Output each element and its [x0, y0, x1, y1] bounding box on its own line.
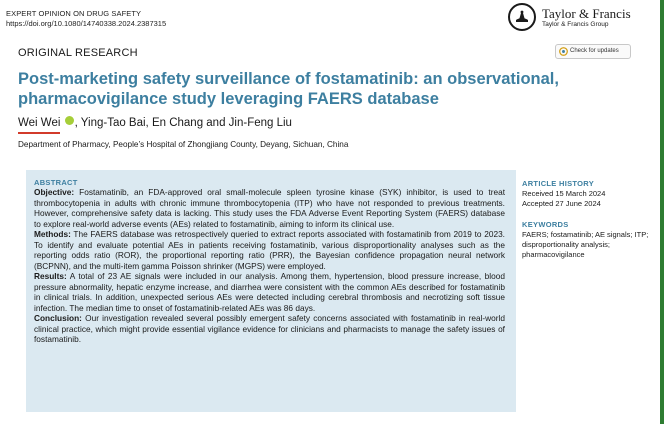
author-first[interactable]: Wei Wei	[18, 117, 61, 129]
article-title	[18, 69, 638, 109]
doi-link[interactable]: https://doi.org/10.1080/14740338.2024.2387315	[6, 19, 167, 28]
check-updates-label: Check for updates	[570, 48, 619, 54]
check-updates-button[interactable]	[555, 44, 631, 59]
publisher-logo-icon	[508, 3, 536, 31]
title-line-1: Post-marketing safety surveillance of fostamatinib: an observational,	[18, 70, 559, 88]
results-text: A total of 23 AE signals were included in our analysis. Among them, hypertension, blood pressure increase, blood pressure abnormality, hepatic enzyme increase, and diarrhea were consistent with the common AEs described for fostamatinib in clinical trials. In addition, unexpected serious AEs were detected including cerebral thrombosis and necrotizing soft tissue infection. The median time to onset of fostamatinib-related AEs was 86 days.	[34, 271, 505, 313]
received-date: Received 15 March 2024	[522, 189, 606, 198]
publisher-name: Taylor & Francis	[542, 6, 631, 21]
article-sidebar	[522, 179, 656, 260]
accepted-date: Accepted 27 June 2024	[522, 199, 601, 208]
results-label: Results:	[34, 271, 67, 281]
window-edge	[660, 0, 664, 424]
abstract-conclusion	[34, 313, 505, 345]
abstract-heading: ABSTRACT	[34, 178, 78, 187]
author-underline	[18, 132, 60, 134]
abstract-methods	[34, 229, 505, 271]
orcid-icon[interactable]	[65, 116, 74, 125]
abstract-objective	[34, 187, 505, 229]
methods-label: Methods:	[34, 229, 71, 239]
objective-label: Objective:	[34, 187, 75, 197]
abstract-results	[34, 271, 505, 313]
title-line-2: pharmacovigilance study leveraging FAERS database	[18, 90, 439, 108]
keywords-text: FAERS; fostamatinib; AE signals; ITP; disproportionality analysis; pharmacovigilance	[522, 230, 649, 259]
affiliation: Department of Pharmacy, People’s Hospital of Zhongjiang County, Deyang, Sichuan, China	[18, 140, 349, 149]
conclusion-label: Conclusion:	[34, 313, 82, 323]
keywords-heading: KEYWORDS	[522, 220, 569, 229]
refresh-icon	[559, 47, 568, 56]
abstract-box	[26, 170, 516, 412]
publisher-subname: Taylor & Francis Group	[542, 21, 609, 28]
article-history-heading: ARTICLE HISTORY	[522, 179, 595, 188]
section-label: ORIGINAL RESEARCH	[18, 47, 138, 59]
objective-text: Fostamatinib, an FDA-approved oral small-molecule spleen tyrosine kinase (SYK) inhibitor, is used to treat thrombocytopenia in adults with chronic immune thrombocytopenia (ITP) who have not responded to previous treatments. However, comprehensive safety data is lacking. This study uses the FDA Adverse Event Reporting System (FAERS) database to explore real-world adverse events (AEs) related to fostamatinib, aiming to inform its clinical use.	[34, 187, 505, 229]
author-list	[18, 116, 292, 129]
author-rest: , Ying-Tao Bai, En Chang and Jin-Feng Liu	[74, 117, 292, 129]
methods-text: The FAERS database was retrospectively queried to extract reports associated with fostamatinib from 2019 to 2023. To identify and evaluate potential AEs in patients receiving fostamatinib, various disproportionality analyses such as the reporting odds ratio (ROR), the proportional reporting ratio (PRR), the Bayesian confidence propagation neural network (BCPNN), and the multi-item gamma Poisson shrinker (MGPS) were employed.	[34, 229, 505, 271]
publisher-logo[interactable]	[508, 3, 658, 33]
journal-name: EXPERT OPINION ON DRUG SAFETY	[6, 9, 142, 18]
conclusion-text: Our investigation revealed several possibly emergent safety concerns associated with fostamatinib in real-world clinical practice, which might provide essential vigilance evidence for clinicians and pharmacists to manage the safety issues of fostamatinib.	[34, 313, 505, 344]
